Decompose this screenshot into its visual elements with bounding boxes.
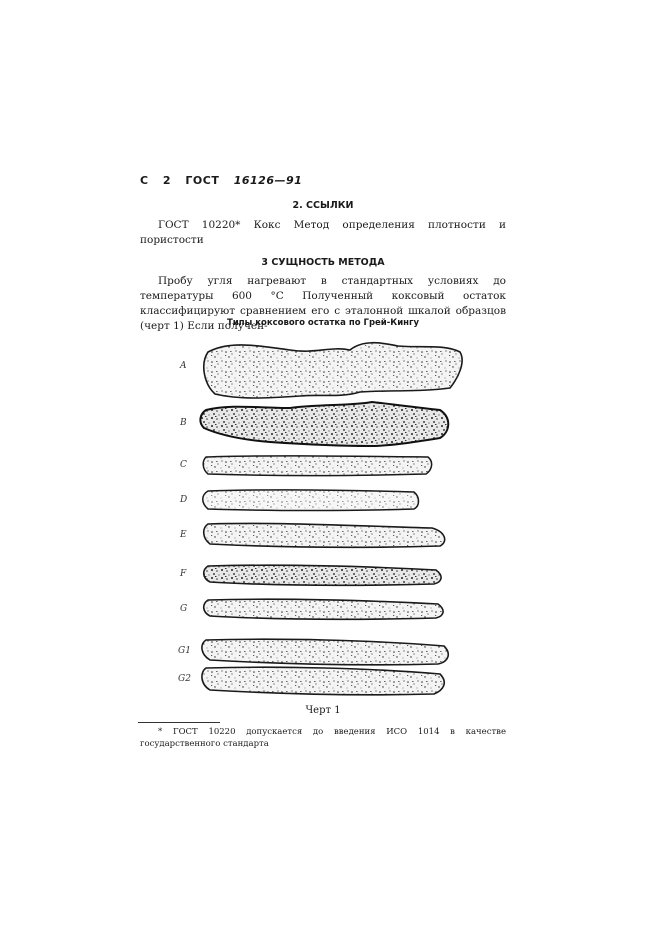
sample-c-shape bbox=[203, 456, 431, 476]
footnote-divider bbox=[138, 722, 220, 723]
sample-g1 bbox=[178, 639, 448, 665]
figure-caption: Черт 1 bbox=[305, 705, 341, 716]
sample-a bbox=[179, 343, 462, 398]
sample-label-g: G bbox=[180, 604, 188, 614]
sample-g-shape bbox=[204, 599, 443, 619]
footnote-text: * ГОСТ 10220 допускается до введения ИСО 1014 в качестве государственного стандарта bbox=[140, 727, 506, 749]
sample-b-shape bbox=[200, 402, 448, 446]
figure-title: Типы коксового остатка по Грей-Кингу bbox=[226, 318, 420, 328]
header-standard: ГОСТ bbox=[185, 174, 220, 187]
sample-label-b: B bbox=[180, 418, 187, 428]
header-prefix: С bbox=[140, 174, 149, 187]
sample-label-g1: G1 bbox=[178, 646, 191, 656]
method-text: Пробу угля нагревают в стандартных условиях до температуры 600 °С Полученный коксовый остаток классифицируют сравнением его с эталонной шкалой образцов (черт 1) Если получен- bbox=[140, 275, 506, 332]
sample-label-d: D bbox=[180, 495, 188, 505]
sample-label-g2: G2 bbox=[178, 674, 191, 684]
header-standard-number: 16126—91 bbox=[233, 174, 303, 187]
references-text: ГОСТ 10220* Кокс Метод определения плотности и пористости bbox=[140, 219, 506, 246]
sample-g1-shape bbox=[202, 639, 448, 665]
sample-d bbox=[179, 490, 419, 511]
method-title: 3 СУЩНОСТЬ МЕТОДА bbox=[261, 257, 385, 268]
sample-a-shape bbox=[204, 343, 462, 398]
sample-g2 bbox=[178, 667, 444, 695]
sample-e-shape bbox=[204, 523, 445, 547]
sample-e bbox=[179, 523, 445, 547]
sample-label-f: F bbox=[180, 569, 187, 579]
sample-label-e: E bbox=[180, 530, 187, 540]
sample-f bbox=[179, 565, 441, 585]
sample-label-a: A bbox=[180, 361, 187, 371]
sample-label-c: C bbox=[180, 460, 187, 470]
sample-f-shape bbox=[204, 565, 441, 585]
sample-d-shape bbox=[203, 490, 419, 511]
sample-c bbox=[180, 456, 432, 476]
sample-g2-shape bbox=[202, 667, 444, 695]
sample-b bbox=[179, 402, 448, 446]
header-page-number: 2 bbox=[162, 174, 172, 187]
sample-g bbox=[180, 599, 443, 619]
references-title: 2. ССЫЛКИ bbox=[292, 200, 354, 211]
